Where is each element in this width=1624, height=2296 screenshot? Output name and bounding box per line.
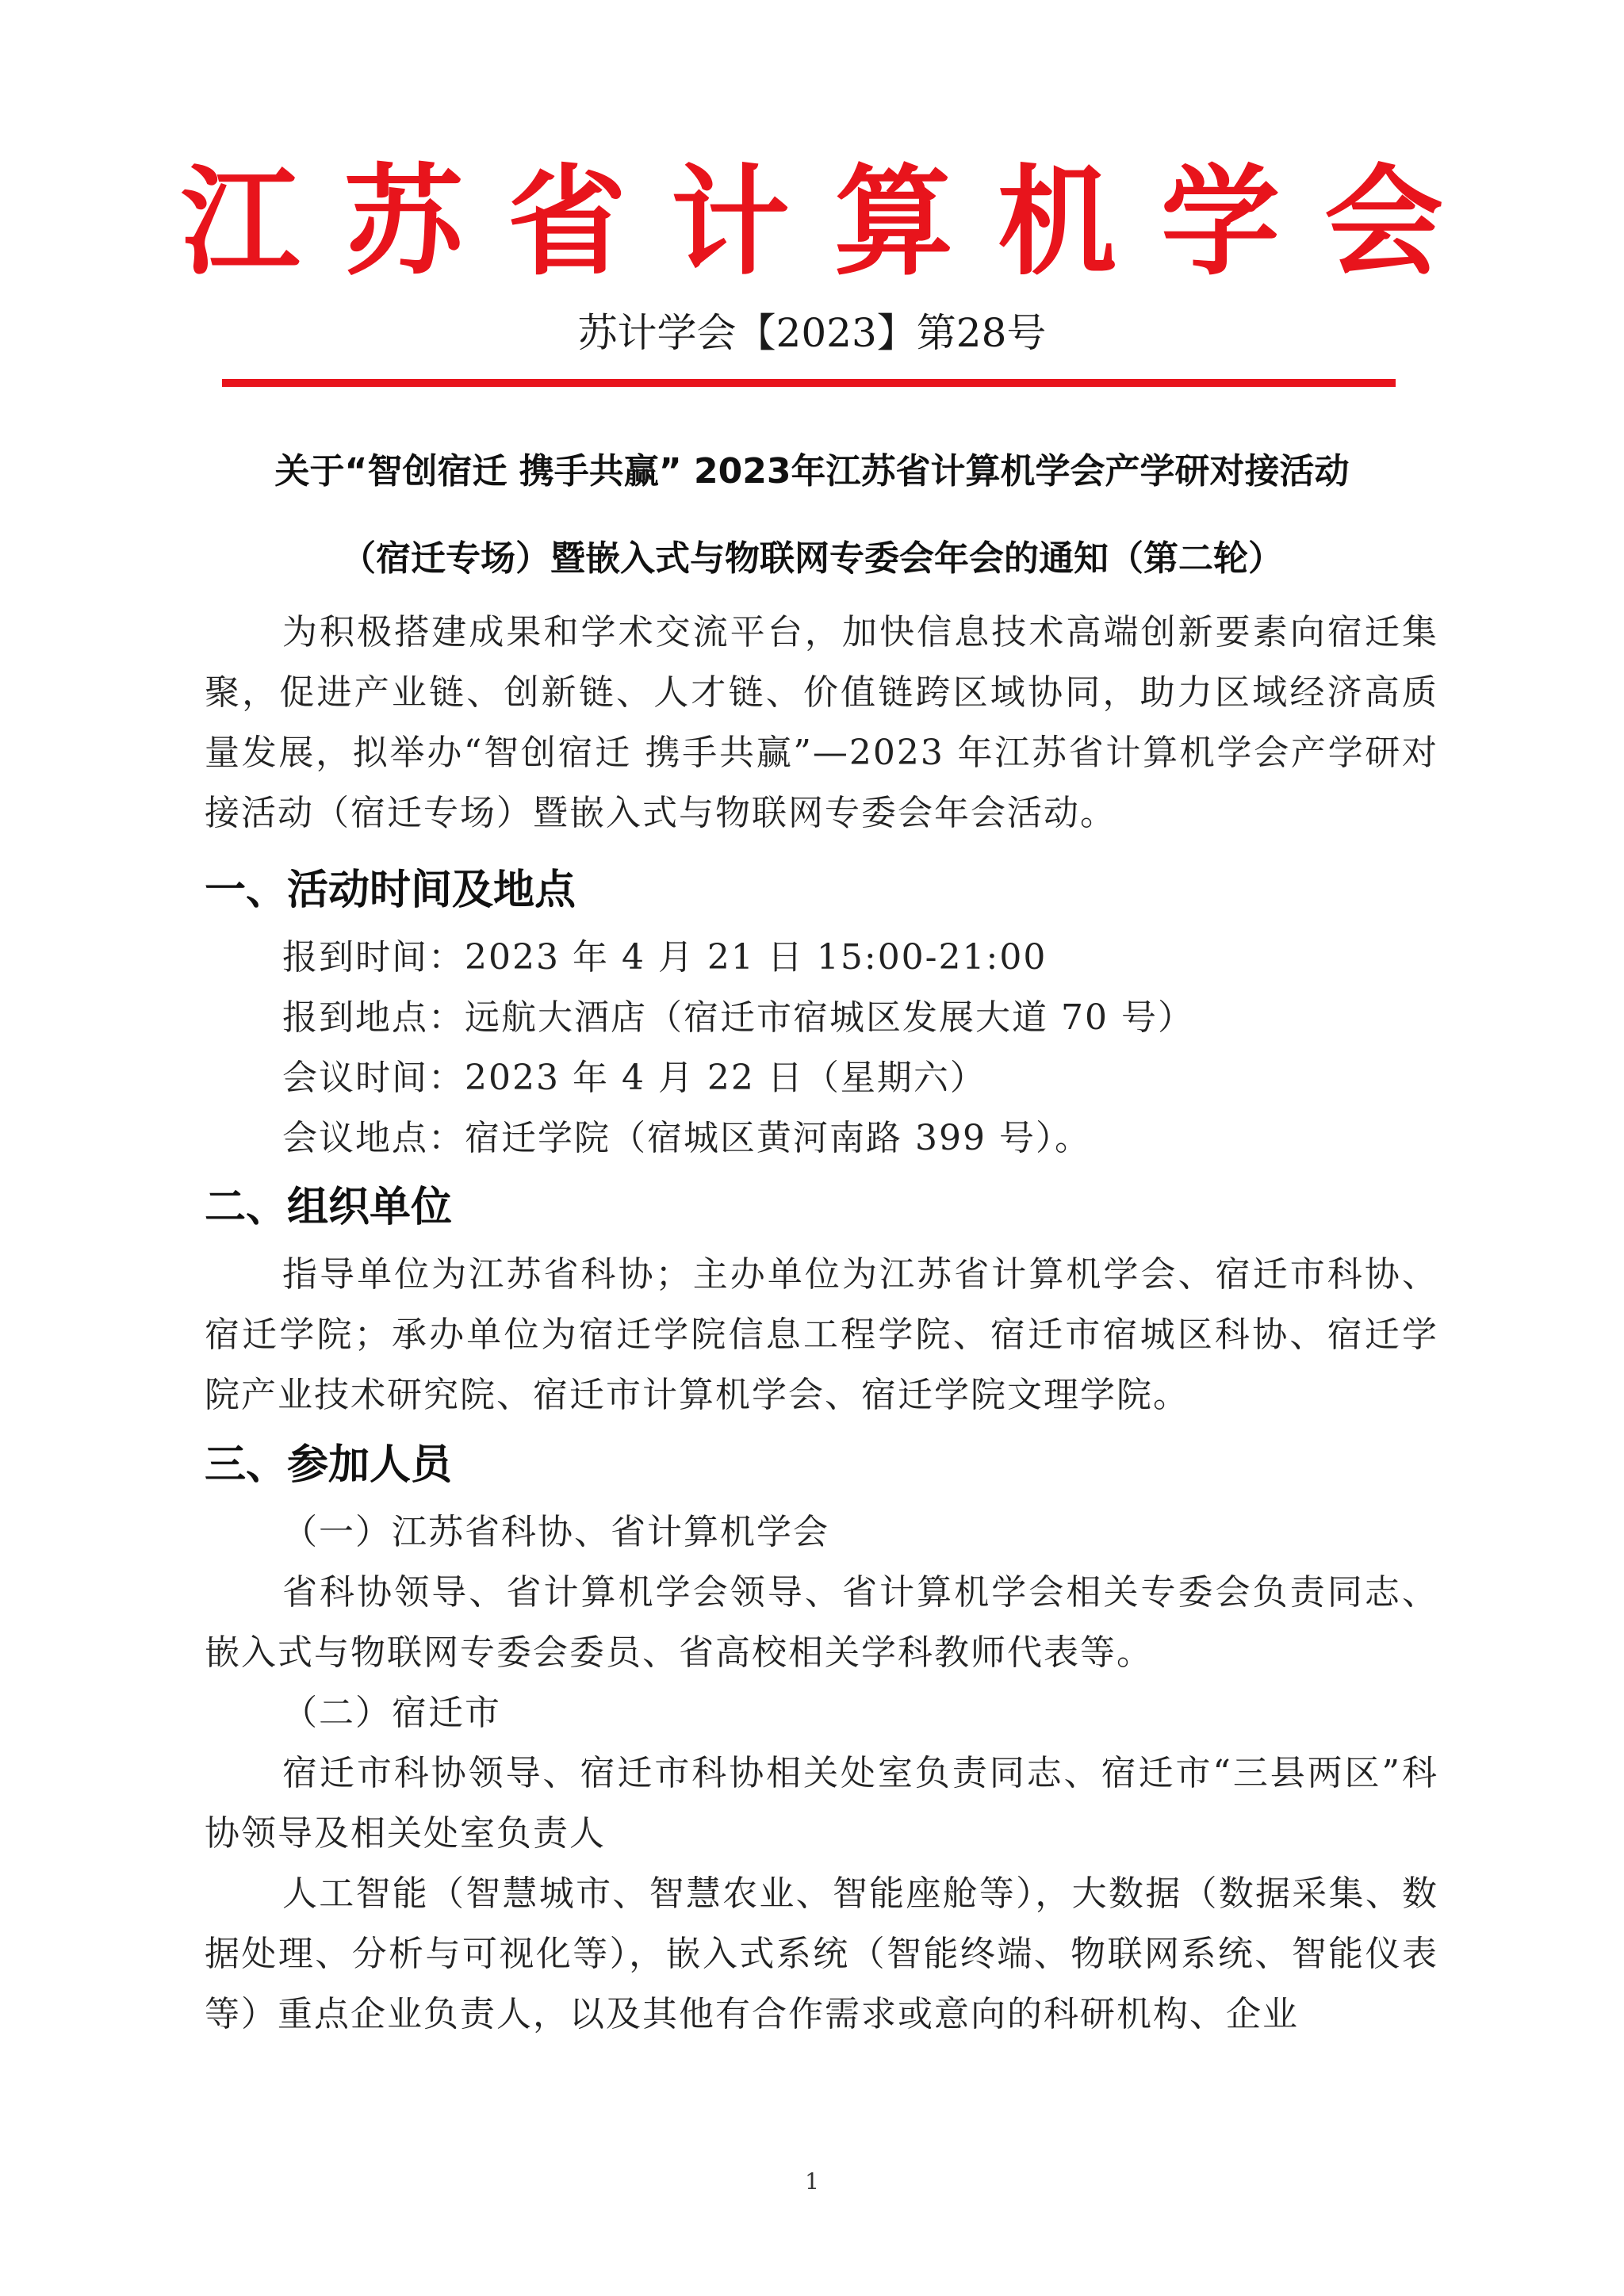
- meeting-location: 会议地点：宿迁学院（宿城区黄河南路 399 号）。: [282, 1118, 1091, 1158]
- section-3-heading: 三、参加人员: [205, 1441, 453, 1489]
- organization-title: 江苏省计算机学会: [180, 152, 1488, 292]
- red-divider: [222, 379, 1396, 387]
- participants-sub-2-text: 宿迁市科协领导、宿迁市科协相关处室负责同志、宿迁市“三县两区”科协领导及相关处室负责人: [205, 1753, 1438, 1854]
- participants-sub-2-text-2: 人工智能（智慧城市、智慧农业、智能座舱等），大数据（数据采集、数据处理、分析与可视化等），嵌入式系统（智能终端、物联网系统、智能仪表等）重点企业负责人，以及其他有合作需求或意向的科研机构、企业: [205, 1873, 1438, 2034]
- section-1-heading: 一、活动时间及地点: [205, 867, 576, 914]
- participants-sub-1: （一）江苏省科协、省计算机学会: [282, 1512, 829, 1552]
- document-number: 苏计学会【2023】第28号: [577, 310, 1047, 356]
- intro-paragraph: 为积极搭建成果和学术交流平台，加快信息技术高端创新要素向宿迁集聚，促进产业链、创新链、人才链、价值链跨区域协同，助力区域经济高质量发展，拟举办“智创宿迁 携手共赢”—2023 年江苏省计算机学会产学研对接活动（宿迁专场）暨嵌入式与物联网专委会年会活动。: [205, 612, 1438, 833]
- checkin-location: 报到地点：远航大酒店（宿迁市宿城区发展大道 70 号）: [282, 997, 1194, 1038]
- participants-sub-1-text: 省科协领导、省计算机学会领导、省计算机学会相关专委会负责同志、嵌入式与物联网专委会委员、省高校相关学科教师代表等。: [205, 1572, 1438, 1673]
- page-number: 1: [805, 2168, 819, 2195]
- organizers-paragraph: 指导单位为江苏省科协；主办单位为江苏省计算机学会、宿迁市科协、宿迁学院；承办单位为宿迁学院信息工程学院、宿迁市宿城区科协、宿迁学院产业技术研究院、宿迁市计算机学会、宿迁学院文理学院。: [205, 1254, 1438, 1415]
- notice-title-line-1: 关于“智创宿迁 携手共赢” 2023年江苏省计算机学会产学研对接活动: [274, 451, 1350, 492]
- meeting-time: 会议时间：2023 年 4 月 22 日（星期六）: [282, 1058, 986, 1098]
- participants-sub-2: （二）宿迁市: [282, 1693, 501, 1733]
- section-2-heading: 二、组织单位: [205, 1184, 453, 1231]
- notice-title-line-2: （宿迁专场）暨嵌入式与物联网专委会年会的通知（第二轮）: [341, 538, 1283, 579]
- checkin-time: 报到时间：2023 年 4 月 21 日 15:00-21:00: [282, 937, 1048, 978]
